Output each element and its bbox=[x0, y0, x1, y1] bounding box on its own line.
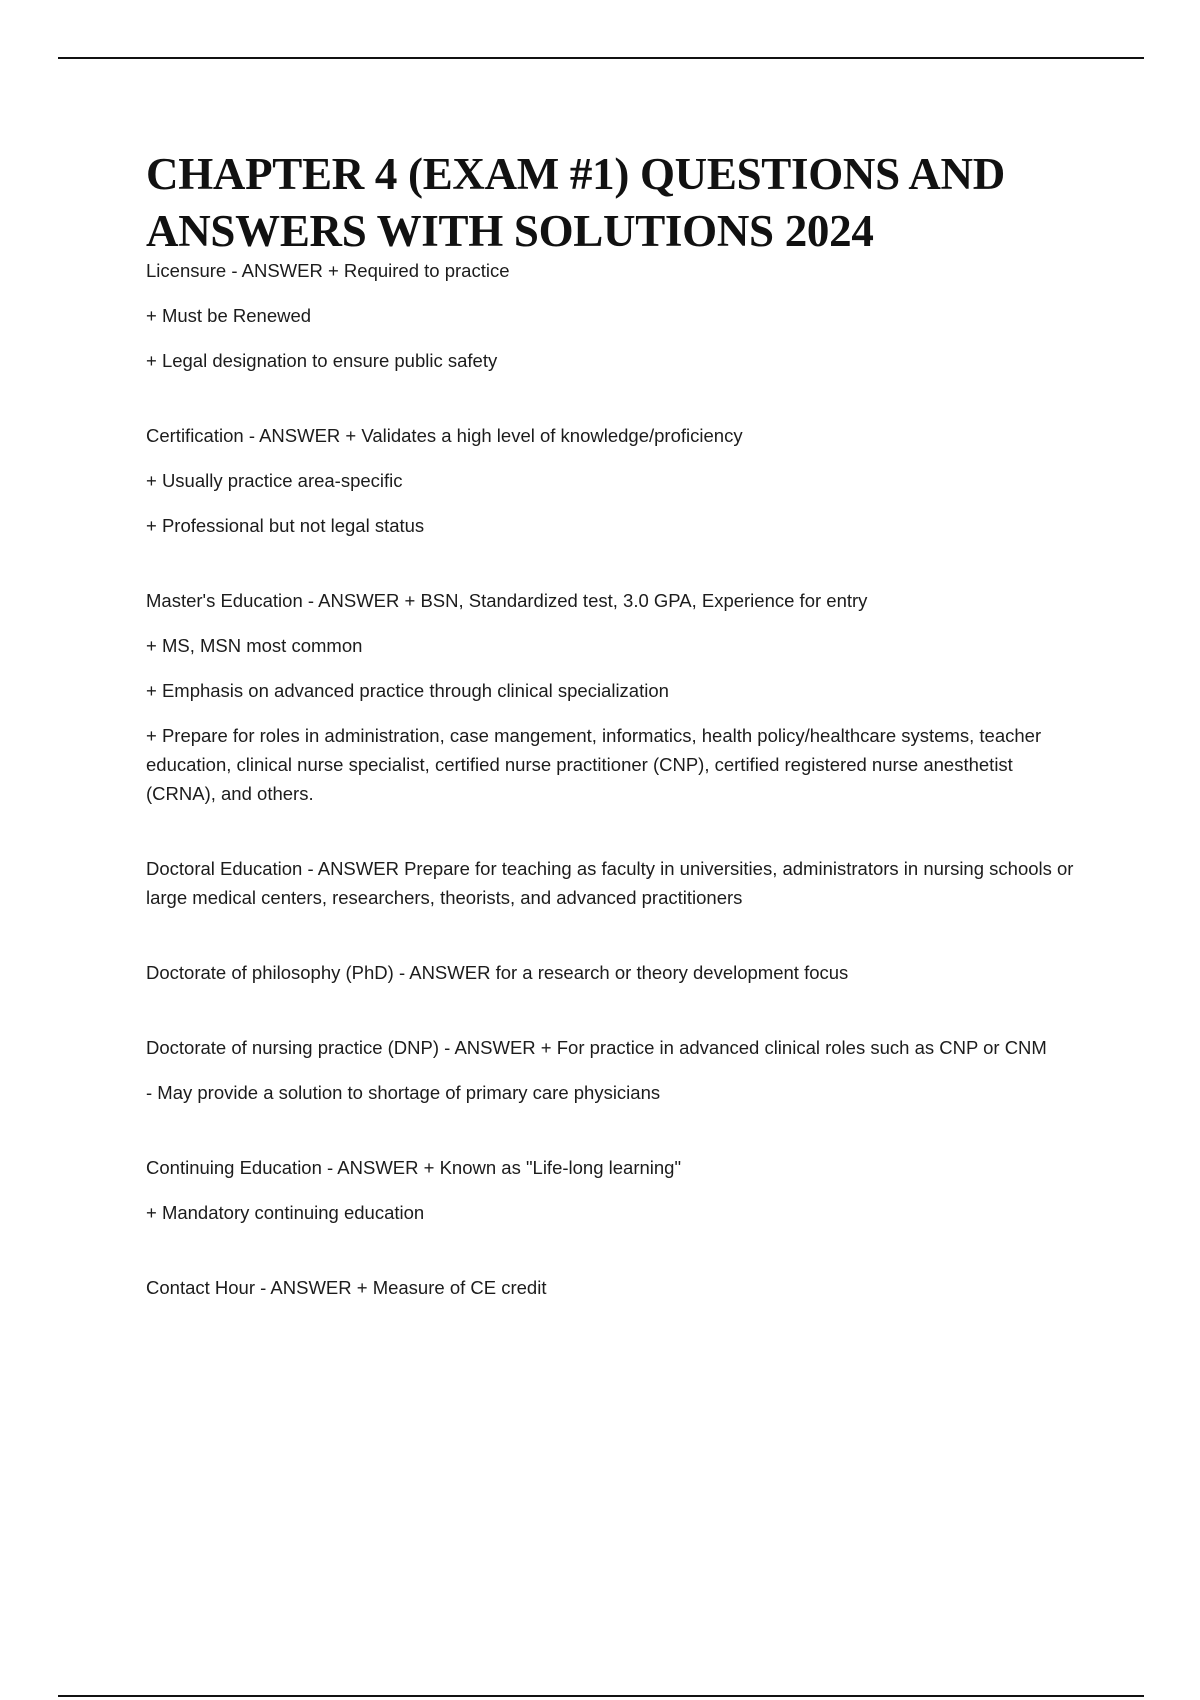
entry-doctoral-education bbox=[146, 854, 1086, 912]
entry-line: + Emphasis on advanced practice through clinical specialization bbox=[146, 680, 669, 701]
entry-line: Licensure - ANSWER + Required to practice bbox=[146, 260, 510, 281]
entry-contact-hour bbox=[146, 1273, 1086, 1302]
entry-line: Continuing Education - ANSWER + Known as "Life-long learning" bbox=[146, 1157, 682, 1178]
entry-line: + Prepare for roles in administration, case mangement, informatics, health policy/healthcare systems, teacher education, clinical nurse specialist, certified nurse practitioner (CNP), certified registered nurse anesthetist (CRNA), and others. bbox=[146, 725, 1042, 804]
entry-line: + Legal designation to ensure public safety bbox=[146, 350, 498, 371]
entry-dnp bbox=[146, 1033, 1086, 1107]
top-divider bbox=[58, 57, 1144, 59]
entry-certification bbox=[146, 421, 1086, 540]
entry-continuing-education bbox=[146, 1153, 1086, 1227]
entry-line: + Mandatory continuing education bbox=[146, 1202, 425, 1223]
entry-line: Master's Education - ANSWER + BSN, Standardized test, 3.0 GPA, Experience for entry bbox=[146, 590, 868, 611]
entry-line: + MS, MSN most common bbox=[146, 635, 363, 656]
document-title: CHAPTER 4 (EXAM #1) QUESTIONS AND ANSWERS WITH SOLUTIONS 2024 bbox=[146, 149, 1005, 256]
document-body bbox=[146, 256, 1086, 1302]
entry-line: + Usually practice area-specific bbox=[146, 470, 403, 491]
entry-licensure bbox=[146, 256, 1086, 375]
entry-line: Doctoral Education - ANSWER Prepare for teaching as faculty in universities, administrators in nursing schools or large medical centers, researchers, theorists, and advanced practitioners bbox=[146, 858, 1074, 908]
bottom-divider bbox=[58, 1695, 1144, 1697]
entry-masters-education bbox=[146, 586, 1086, 808]
entry-line: Doctorate of nursing practice (DNP) - ANSWER + For practice in advanced clinical roles such as CNP or CNM bbox=[146, 1037, 1047, 1058]
entry-line: + Must be Renewed bbox=[146, 305, 312, 326]
entry-line: + Professional but not legal status bbox=[146, 515, 425, 536]
entry-phd bbox=[146, 958, 1086, 987]
entry-line: Contact Hour - ANSWER + Measure of CE credit bbox=[146, 1277, 547, 1298]
entry-line: - May provide a solution to shortage of primary care physicians bbox=[146, 1082, 661, 1103]
entry-line: Doctorate of philosophy (PhD) - ANSWER for a research or theory development focus bbox=[146, 962, 849, 983]
entry-line: Certification - ANSWER + Validates a high level of knowledge/proficiency bbox=[146, 425, 743, 446]
